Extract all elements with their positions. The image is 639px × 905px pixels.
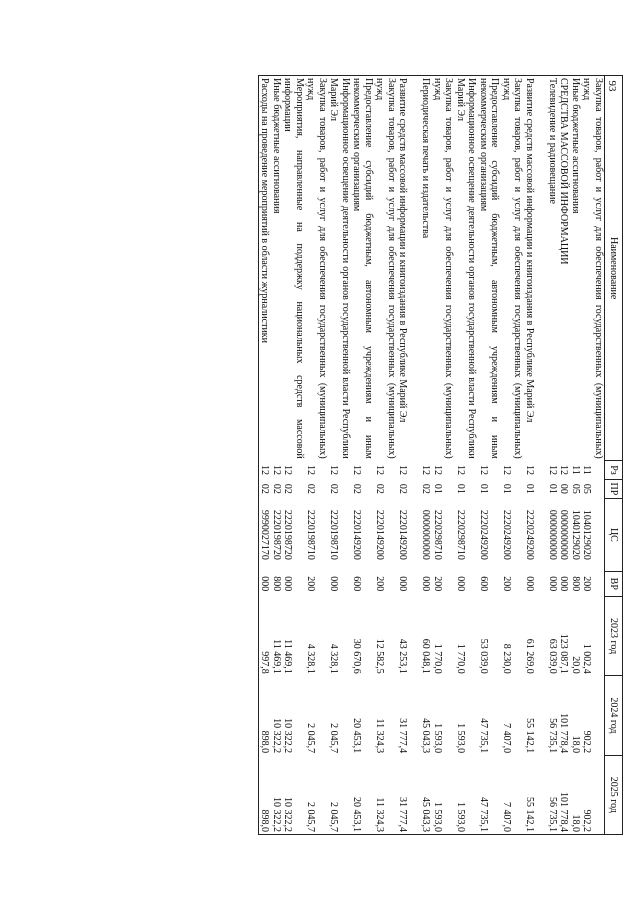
- row-pr: 02: [420, 483, 432, 494]
- header-cs: ЦС: [605, 499, 623, 571]
- row-rz: 12: [558, 464, 570, 475]
- row-2025: 10 322,2: [282, 755, 305, 834]
- row-cs: 2220198710: [328, 509, 340, 560]
- row-2025: 2 045,7: [305, 755, 328, 834]
- budget-table: [258, 75, 623, 835]
- header-2024: 2024 год: [605, 676, 623, 755]
- row-2025: 2 045,7: [328, 755, 351, 834]
- row-2023: 63 039,0: [547, 638, 558, 674]
- table-body: [259, 76, 605, 835]
- table-row: [501, 76, 524, 835]
- row-2023: 12 582,5: [374, 638, 386, 674]
- row-2025: 20 453,1: [351, 755, 374, 834]
- table-row: [328, 76, 351, 835]
- row-2024: 10 322,2: [271, 718, 282, 754]
- row-rz: 12: [501, 464, 512, 475]
- row-2024: 18,0: [570, 735, 581, 754]
- row-rz: 11: [581, 465, 593, 475]
- header-2025: 2025 год: [605, 755, 623, 834]
- row-rz: 12: [432, 464, 443, 475]
- row-rz: 12: [374, 464, 386, 475]
- row-2024: 45 043,3: [420, 718, 432, 754]
- table-row: [432, 76, 455, 835]
- row-cs: 2220149200: [397, 509, 409, 560]
- row-cs: 2220149200: [351, 509, 363, 560]
- row-2024: 10 322,2: [282, 718, 294, 754]
- row-vr: 600: [351, 576, 363, 592]
- row-vr: 200: [432, 576, 443, 592]
- row-2025: 31 777,4: [397, 755, 420, 834]
- row-pr: 01: [432, 483, 443, 494]
- row-rz: 12: [547, 464, 558, 475]
- row-2025: 902,2: [581, 755, 605, 834]
- row-vr: 200: [581, 576, 593, 592]
- row-name: Информационное освещение деятельности органов государственной власти Республики Марий Эл: [455, 76, 478, 461]
- row-cs: 2220298710: [432, 509, 443, 560]
- row-name: Иные бюджетные ассигнования: [570, 76, 582, 461]
- row-cs: 0000000000: [547, 509, 558, 560]
- row-vr: 800: [271, 576, 282, 592]
- table-row: [374, 76, 397, 835]
- row-pr: 01: [501, 483, 512, 494]
- row-2023: 4 328,1: [305, 643, 317, 674]
- row-2023: 1 770,0: [455, 643, 466, 674]
- row-2024: 1 593,0: [455, 723, 466, 754]
- row-vr: 000: [420, 576, 432, 592]
- row-2025: 55 142,1: [524, 755, 547, 834]
- row-2025: 1 593,0: [455, 755, 478, 834]
- row-vr: 200: [305, 576, 317, 592]
- row-2025: 1 593,0: [432, 755, 455, 834]
- row-pr: 00: [558, 483, 570, 494]
- row-2023: 997,8: [259, 596, 271, 675]
- row-vr: 000: [259, 571, 271, 596]
- row-vr: 800: [570, 576, 581, 592]
- page-number: 93: [606, 80, 618, 92]
- row-vr: 200: [501, 576, 512, 592]
- header-2023: 2023 год: [605, 596, 623, 675]
- row-pr: 02: [374, 483, 386, 494]
- row-2024: 31 777,4: [397, 718, 409, 754]
- header-rz: Рз: [605, 461, 623, 479]
- row-2023: 60 048,1: [420, 638, 432, 674]
- row-2023: 123 087,1: [558, 633, 570, 674]
- header-vr: ВР: [605, 571, 623, 596]
- row-rz: 12: [328, 464, 340, 475]
- row-name: Иные бюджетные ассигнования: [271, 76, 283, 461]
- row-2023: 4 328,1: [328, 643, 340, 674]
- row-name: Мероприятия, направленные на поддержку национальных средств массовой информации: [282, 76, 305, 461]
- row-name: Закупка товаров, работ и услуг для обеспечения государственных (муниципальных) нужд: [374, 76, 397, 461]
- row-2024: 56 735,1: [547, 718, 558, 754]
- row-2023: 30 670,6: [351, 638, 363, 674]
- row-2024: 55 142,1: [524, 718, 535, 754]
- row-pr: 01: [478, 483, 489, 494]
- row-vr: 000: [558, 576, 570, 592]
- row-vr: 000: [282, 576, 294, 592]
- row-cs: 2220249200: [478, 509, 489, 560]
- table-row: [581, 76, 605, 835]
- row-2025: 898,0: [259, 755, 271, 834]
- header-name: Наименование: [605, 76, 623, 461]
- row-2025: 45 043,3: [420, 755, 432, 834]
- row-cs: 2220249200: [501, 509, 512, 560]
- row-pr: 02: [328, 483, 340, 494]
- row-vr: 000: [524, 576, 535, 592]
- row-2024: 2 045,7: [328, 723, 340, 754]
- table-row: [271, 76, 283, 835]
- row-rz: 12: [420, 464, 432, 475]
- row-2024: 2 045,7: [305, 723, 317, 754]
- row-name: Закупка товаров, работ и услуг для обеспечения государственных (муниципальных) нужд: [501, 76, 524, 461]
- row-pr: 05: [581, 483, 593, 494]
- row-pr: 05: [570, 483, 581, 494]
- row-pr: 02: [397, 483, 409, 494]
- row-pr: 02: [351, 483, 363, 494]
- row-pr: 01: [455, 483, 466, 494]
- row-name: Развитие средств массовой информации и книгоиздания в Республике Марий Эл: [397, 76, 420, 461]
- row-2025: 10 322,2: [271, 755, 283, 834]
- row-vr: 600: [478, 576, 489, 592]
- row-vr: 000: [397, 576, 409, 592]
- row-name: Закупка товаров, работ и услуг для обеспечения государственных (муниципальных) нужд: [305, 76, 328, 461]
- table-row: [558, 76, 570, 835]
- row-rz: 12: [271, 464, 282, 475]
- row-2023: 11 469,1: [282, 639, 294, 674]
- table-row: [547, 76, 559, 835]
- row-vr: 000: [455, 576, 466, 592]
- table-row: [282, 76, 305, 835]
- row-2023: 8 230,0: [501, 643, 512, 674]
- row-2024: 1 593,0: [432, 723, 443, 754]
- row-2025: 11 324,3: [374, 755, 397, 834]
- row-cs: 1040129020: [570, 509, 581, 560]
- row-cs: 2220198720: [282, 509, 294, 560]
- row-2023: 61 269,0: [524, 638, 535, 674]
- row-2025: 18,0: [570, 755, 582, 834]
- row-pr: 02: [282, 483, 294, 494]
- table-row: [524, 76, 547, 835]
- row-name: СРЕДСТВА МАССОВОЙ ИНФОРМАЦИИ: [558, 76, 570, 461]
- row-cs: 0000000000: [420, 509, 432, 560]
- row-2024: 902,2: [581, 730, 593, 754]
- row-rz: 12: [524, 464, 535, 475]
- header-pr: ПР: [605, 479, 623, 499]
- row-pr: 01: [547, 483, 558, 494]
- row-2024: 20 453,1: [351, 718, 363, 754]
- row-pr: 02: [305, 483, 317, 494]
- row-2025: 56 735,1: [547, 755, 559, 834]
- row-rz: 12: [259, 461, 271, 479]
- row-rz: 12: [305, 464, 317, 475]
- row-rz: 11: [570, 465, 581, 475]
- table-row: [570, 76, 582, 835]
- row-pr: 02: [259, 479, 271, 499]
- table-row: [305, 76, 328, 835]
- row-pr: 02: [271, 483, 282, 494]
- row-cs: 0000000000: [558, 509, 570, 560]
- row-2023: 53 039,0: [478, 638, 489, 674]
- row-vr: 000: [547, 576, 558, 592]
- row-name: Закупка товаров, работ и услуг для обеспечения государственных (муниципальных) нужд: [581, 76, 605, 461]
- row-cs: 2220198720: [271, 509, 282, 560]
- table-row: [455, 76, 478, 835]
- row-name: Развитие средств массовой информации и книгоиздания в Республике Марий Эл: [524, 76, 547, 461]
- row-rz: 12: [397, 464, 409, 475]
- table-header-row: [605, 76, 623, 835]
- row-name: Предоставление субсидий бюджетным, автономным учреждениям и иным некоммерческим организациям: [478, 76, 501, 461]
- row-2023: 43 253,1: [397, 638, 409, 674]
- row-2024: 101 778,4: [558, 713, 570, 754]
- row-pr: 01: [524, 483, 535, 494]
- budget-table-sheet: [116, 75, 623, 835]
- table-row: [397, 76, 420, 835]
- row-2024: 898,0: [259, 676, 271, 755]
- row-2023: 1 770,0: [432, 643, 443, 674]
- row-rz: 12: [351, 464, 363, 475]
- row-rz: 12: [282, 464, 294, 475]
- row-rz: 12: [478, 464, 489, 475]
- row-name: Периодическая печать и издательства: [420, 76, 432, 461]
- row-2025: 7 407,0: [501, 755, 524, 834]
- table-row: [351, 76, 374, 835]
- row-2024: 11 324,3: [374, 718, 386, 754]
- row-cs: 2220298710: [455, 509, 466, 560]
- row-name: Расходы на проведение мероприятий в области журналистики: [259, 76, 271, 461]
- row-cs: 9990027170: [259, 499, 271, 571]
- row-vr: 200: [374, 576, 386, 592]
- table-row: [478, 76, 501, 835]
- table-row: [259, 76, 271, 835]
- row-name: Информационное освещение деятельности органов государственной власти Республики Марий Эл: [328, 76, 351, 461]
- row-2023: 20,0: [570, 656, 581, 674]
- row-2024: 47 735,1: [478, 718, 489, 754]
- row-vr: 000: [328, 576, 340, 592]
- row-2025: 47 735,1: [478, 755, 501, 834]
- row-cs: 2220198710: [305, 509, 317, 560]
- table-row: [420, 76, 432, 835]
- row-2024: 7 407,0: [501, 723, 512, 754]
- row-cs: 2220249200: [524, 509, 535, 560]
- row-cs: 1040129020: [581, 509, 593, 560]
- row-2023: 1 002,4: [581, 643, 593, 674]
- row-cs: 2220149200: [374, 509, 386, 560]
- row-name: Предоставление субсидий бюджетным, автономным учреждениям и иным некоммерческим организациям: [351, 76, 374, 461]
- row-name: Телевидение и радиовещание: [547, 76, 559, 461]
- row-2023: 11 469,1: [271, 639, 282, 674]
- row-2025: 101 778,4: [558, 755, 570, 834]
- row-name: Закупка товаров, работ и услуг для обеспечения государственных (муниципальных) нужд: [432, 76, 455, 461]
- row-rz: 12: [455, 464, 466, 475]
